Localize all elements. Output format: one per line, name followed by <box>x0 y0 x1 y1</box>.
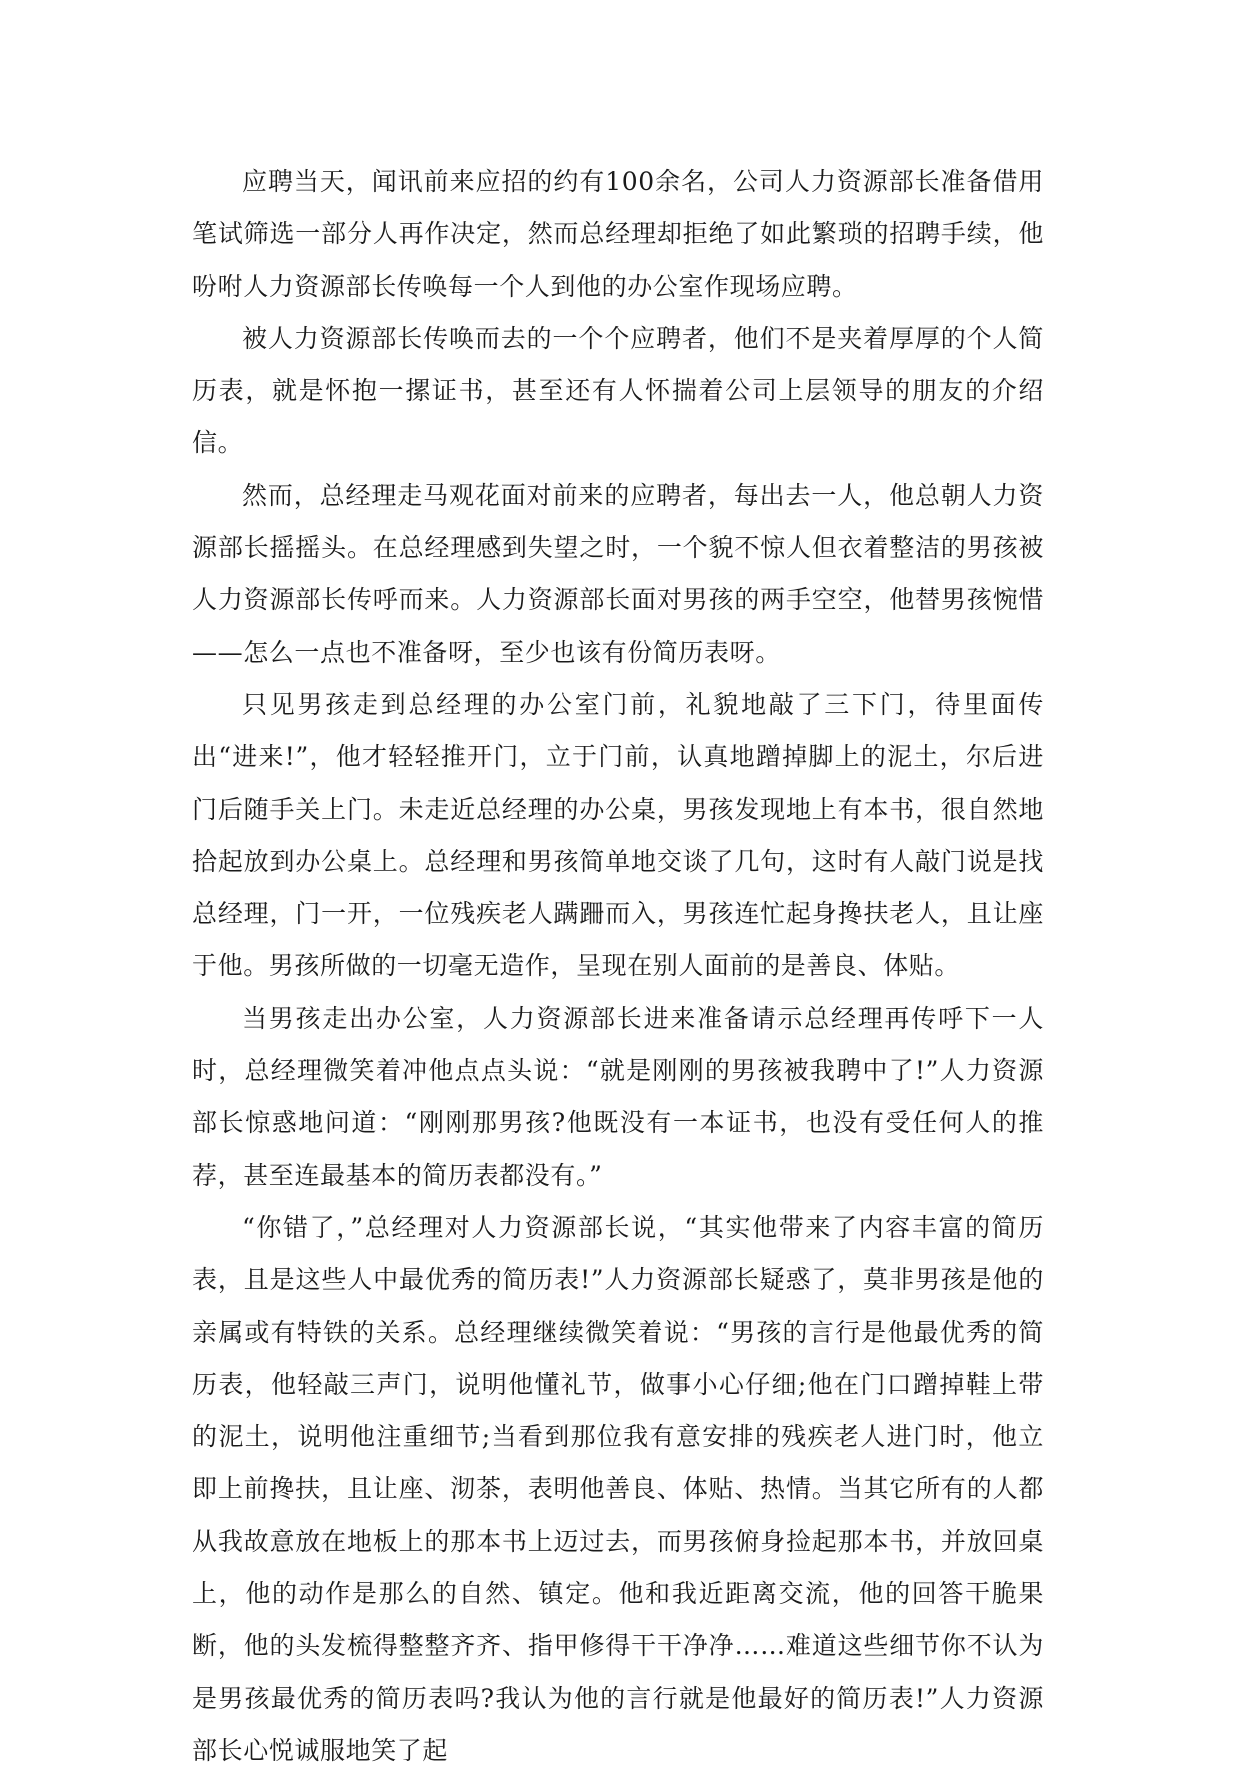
paragraph-4: 只见男孩走到总经理的办公室门前，礼貌地敲了三下门，待里面传出“进来!”，他才轻轻推开门，立于门前，认真地蹭掉脚上的泥土，尔后进门后随手关上门。未走近总经理的办公桌，男孩发现地上有本书，很自然地拾起放到办公桌上。总经理和男孩简单地交谈了几句，这时有人敲门说是找总经理，门一开，一位残疾老人蹒跚而入，男孩连忙起身搀扶老人，且让座于他。男孩所做的一切毫无造作，呈现在别人面前的是善良、体贴。 <box>192 689 1044 981</box>
paragraph-6: “你错了，”总经理对人力资源部长说，“其实他带来了内容丰富的简历表，且是这些人中最优秀的简历表!”人力资源部长疑惑了，莫非男孩是他的亲属或有特铁的关系。总经理继续微笑着说：“男孩的言行是他最优秀的简历表，他轻敲三声门，说明他懂礼节，做事小心仔细;他在门口蹭掉鞋上带的泥土，说明他注重细节;当看到那位我有意安排的残疾老人进门时，他立即上前搀扶，且让座、沏茶，表明他善良、体贴、热情。当其它所有的人都从我故意放在地板上的那本书上迈过去，而男孩俯身捡起那本书，并放回桌上，他的动作是那么的自然、镇定。他和我近距离交流，他的回答干脆果断，他的头发梳得整整齐齐、指甲修得干干净净……难道这些细节你不认为是男孩最优秀的简历表吗?我认为他的言行就是他最好的简历表!”人力资源部长心悦诚服地笑了起 <box>192 1212 1044 1765</box>
paragraph-2: 被人力资源部长传唤而去的一个个应聘者，他们不是夹着厚厚的个人简历表，就是怀抱一摞证书，甚至还有人怀揣着公司上层领导的朋友的介绍信。 <box>192 323 1044 458</box>
paragraph-3: 然而，总经理走马观花面对前来的应聘者，每出去一人，他总朝人力资源部长摇摇头。在总经理感到失望之时，一个貌不惊人但衣着整洁的男孩被人力资源部长传呼而来。人力资源部长面对男孩的两手空空，他替男孩惋惜——怎么一点也不准备呀，至少也该有份简历表呀。 <box>192 480 1044 667</box>
document-body <box>192 156 1044 1777</box>
paragraph-1: 应聘当天，闻讯前来应招的约有100余名，公司人力资源部长准备借用笔试筛选一部分人再作决定，然而总经理却拒绝了如此繁琐的招聘手续，他吩咐人力资源部长传唤每一个人到他的办公室作现场应聘。 <box>192 167 1044 301</box>
paragraph-5: 当男孩走出办公室，人力资源部长进来准备请示总经理再传呼下一人时，总经理微笑着冲他点点头说：“就是刚刚的男孩被我聘中了!”人力资源部长惊惑地问道：“刚刚那男孩?他既没有一本证书，也没有受任何人的推荐，甚至连最基本的简历表都没有。” <box>192 1003 1044 1190</box>
